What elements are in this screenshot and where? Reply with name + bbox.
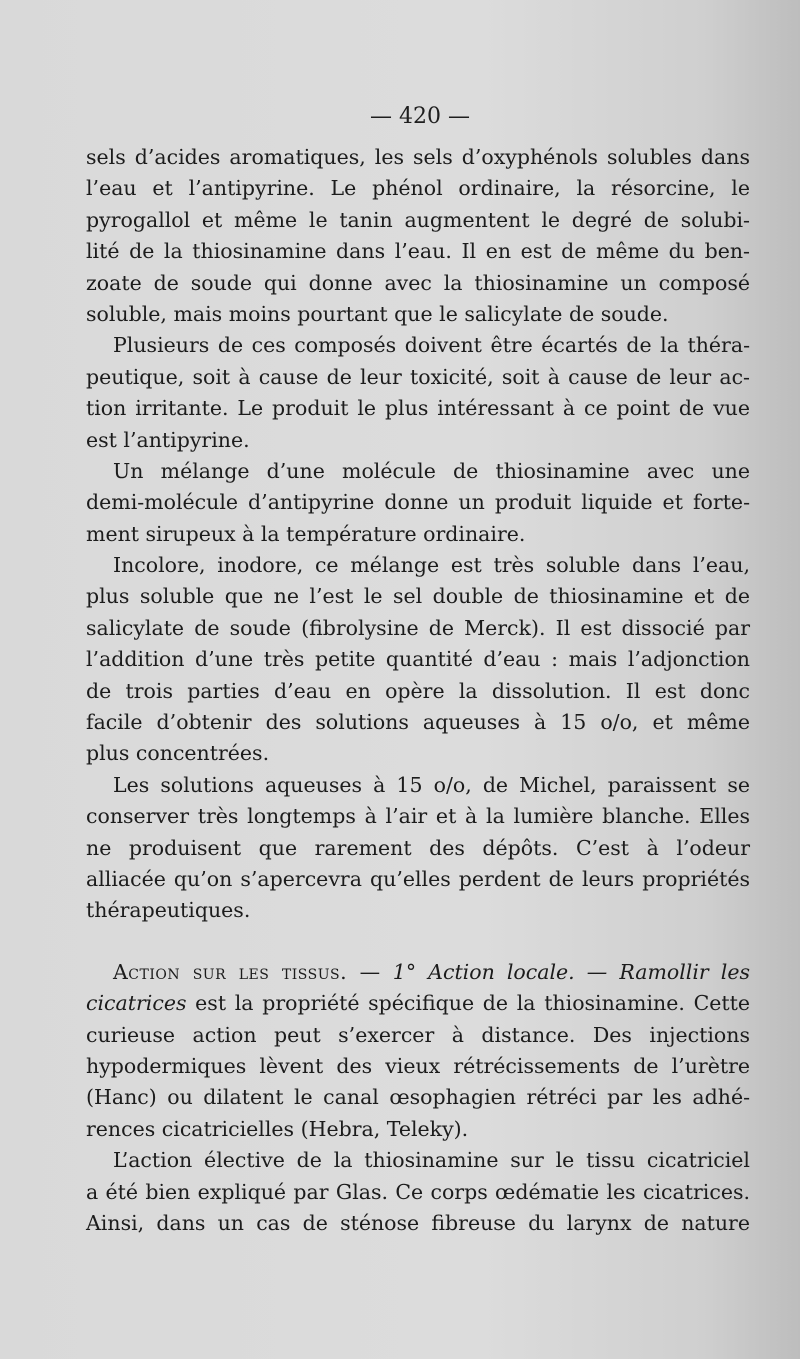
text-line: demi-molécule d’antipyrine donne un produit liquide et forte- — [86, 490, 750, 515]
paragraph-2 — [86, 330, 750, 456]
text-line: a été bien expliqué par Glas. Ce corps œdématie les cicatrices. — [86, 1179, 750, 1204]
text-line: est l’antipyrine. — [86, 427, 250, 452]
text-line: plus concentrées. — [86, 741, 270, 766]
section-gap — [86, 927, 750, 957]
section-heading-line — [86, 957, 750, 988]
paragraph-4 — [86, 550, 750, 770]
text-line: rences cicatricielles (Hebra, Teleky). — [86, 1116, 469, 1141]
text-line: peutique, soit à cause de leur toxicité, soit à cause de leur ac- — [86, 364, 750, 389]
text-line: alliacée qu’on s’apercevra qu’elles perdent de leurs propriétés — [86, 866, 750, 891]
paragraph-3 — [86, 456, 750, 550]
text-line: pyrogallol et même le tanin augmentent le degré de solubi- — [86, 207, 750, 232]
text-line: conserver très longtemps à l’air et à la lumière blanche. Elles — [86, 804, 750, 829]
text-line: ne produisent que rarement des dépôts. C’est à l’odeur — [86, 835, 750, 860]
text-line: ment sirupeux à la température ordinaire. — [86, 521, 526, 546]
text-line: de trois parties d’eau en opère la dissolution. Il est donc — [86, 678, 750, 703]
text-line: hypodermiques lèvent des vieux rétrécissements de l’urètre — [86, 1053, 750, 1078]
text-line: sels d’acides aromatiques, les sels d’oxyphénols solubles dans — [86, 145, 750, 169]
paragraph-5 — [86, 770, 750, 927]
emphasis-term: cicatrices — [86, 991, 187, 1016]
text-line — [86, 988, 750, 1019]
text-line: zoate de soude qui donne avec la thiosinamine un composé — [86, 270, 750, 295]
text-line: Ainsi, dans un cas de sténose fibreuse du larynx de nature — [86, 1210, 750, 1235]
page-text — [86, 142, 750, 1239]
text-line: plus soluble que ne l’est le sel double de thiosinamine et de — [86, 584, 750, 609]
text-line: curieuse action peut s’exercer à distance. Des injections — [86, 1022, 750, 1047]
text-line: L’action élective de la thiosinamine sur le tissu cicatriciel — [113, 1148, 750, 1173]
text-line: salicylate de soude (fibrolysine de Merck). Il est dissocié par — [86, 615, 750, 640]
section-heading: Action sur les tissus. — — [113, 959, 381, 984]
text-line: tion irritante. Le produit le plus intéressant à ce point de vue — [86, 396, 750, 421]
section-subheading: 1° Action locale. — Ramollir les — [392, 959, 750, 984]
text-line: l’addition d’une très petite quantité d’eau : mais l’adjonction — [86, 647, 750, 672]
section-action-sur-les-tissus — [86, 957, 750, 1145]
text-line: soluble, mais moins pourtant que le salicylate de soude. — [86, 301, 669, 326]
text-line: Les solutions aqueuses à 15 o/o, de Michel, paraissent se — [113, 772, 750, 797]
text-fragment: est la propriété spécifique de la thiosinamine. Cette — [195, 991, 750, 1016]
page-number: — 420 — — [370, 104, 470, 129]
text-line: l’eau et l’antipyrine. Le phénol ordinaire, la résorcine, le — [86, 176, 750, 201]
paragraph-final — [86, 1145, 750, 1239]
text-line: thérapeutiques. — [86, 898, 251, 923]
text-line: facile d’obtenir des solutions aqueuses à 15 o/o, et même — [86, 710, 750, 735]
paragraph-1 — [86, 142, 750, 330]
text-line: Un mélange d’une molécule de thiosinamine avec une — [113, 458, 750, 483]
text-line: (Hanc) ou dilatent le canal œsophagien rétréci par les adhé- — [86, 1085, 750, 1110]
text-line: Plusieurs de ces composés doivent être écartés de la théra- — [113, 333, 750, 358]
text-line: lité de la thiosinamine dans l’eau. Il en est de même du ben- — [86, 239, 750, 264]
text-line: Incolore, inodore, ce mélange est très soluble dans l’eau, — [113, 553, 750, 578]
